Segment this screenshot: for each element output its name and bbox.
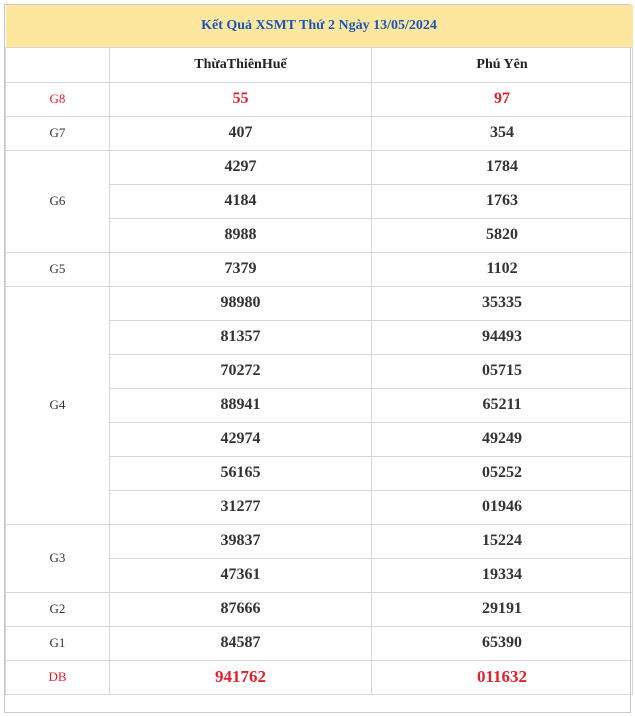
prize-value: 94493 [372, 320, 633, 354]
prize-label-g5: G5 [6, 252, 110, 286]
prize-label-g8: G8 [6, 82, 110, 116]
prize-value: 65390 [372, 626, 633, 660]
prize-value: 407 [110, 116, 372, 150]
prize-value: 39837 [110, 524, 372, 558]
prize-value: 05715 [372, 354, 633, 388]
table-row [6, 524, 633, 558]
prize-value: 15224 [372, 524, 633, 558]
prize-value: 1763 [372, 184, 633, 218]
column-header-province-1: ThừaThiênHuế [110, 47, 372, 82]
lottery-results-table [5, 5, 633, 695]
prize-label-db: DB [6, 660, 110, 694]
special-prize-value: 941762 [110, 660, 372, 694]
table-row [6, 116, 633, 150]
prize-value: 97 [372, 82, 633, 116]
prize-value: 70272 [110, 354, 372, 388]
column-header-row [6, 47, 633, 82]
prize-label-g2: G2 [6, 592, 110, 626]
prize-value: 354 [372, 116, 633, 150]
prize-value: 47361 [110, 558, 372, 592]
prize-value: 42974 [110, 422, 372, 456]
prize-value: 31277 [110, 490, 372, 524]
prize-value: 4297 [110, 150, 372, 184]
prize-value: 98980 [110, 286, 372, 320]
prize-value: 5820 [372, 218, 633, 252]
prize-value: 55 [110, 82, 372, 116]
column-header-province-2: Phú Yên [372, 47, 633, 82]
title-row [6, 5, 633, 47]
prize-value: 65211 [372, 388, 633, 422]
prize-value: 87666 [110, 592, 372, 626]
prize-value: 56165 [110, 456, 372, 490]
prize-value: 81357 [110, 320, 372, 354]
prize-value: 29191 [372, 592, 633, 626]
prize-value: 35335 [372, 286, 633, 320]
prize-label-g4: G4 [6, 286, 110, 524]
column-header-prize [6, 47, 110, 82]
prize-value: 1102 [372, 252, 633, 286]
prize-value: 19334 [372, 558, 633, 592]
prize-value: 88941 [110, 388, 372, 422]
special-prize-value: 011632 [372, 660, 633, 694]
prize-value: 49249 [372, 422, 633, 456]
prize-value: 8988 [110, 218, 372, 252]
prize-value: 7379 [110, 252, 372, 286]
prize-value: 1784 [372, 150, 633, 184]
prize-value: 84587 [110, 626, 372, 660]
prize-label-g6: G6 [6, 150, 110, 252]
prize-label-g7: G7 [6, 116, 110, 150]
table-row [6, 286, 633, 320]
prize-label-g3: G3 [6, 524, 110, 592]
table-row [6, 660, 633, 694]
table-row [6, 592, 633, 626]
prize-value: 05252 [372, 456, 633, 490]
table-row [6, 626, 633, 660]
prize-value: 4184 [110, 184, 372, 218]
prize-value: 01946 [372, 490, 633, 524]
table-row [6, 150, 633, 184]
table-row [6, 82, 633, 116]
results-table-container [4, 4, 631, 713]
prize-label-g1: G1 [6, 626, 110, 660]
page-title: Kết Quả XSMT Thứ 2 Ngày 13/05/2024 [6, 5, 633, 47]
table-row [6, 252, 633, 286]
